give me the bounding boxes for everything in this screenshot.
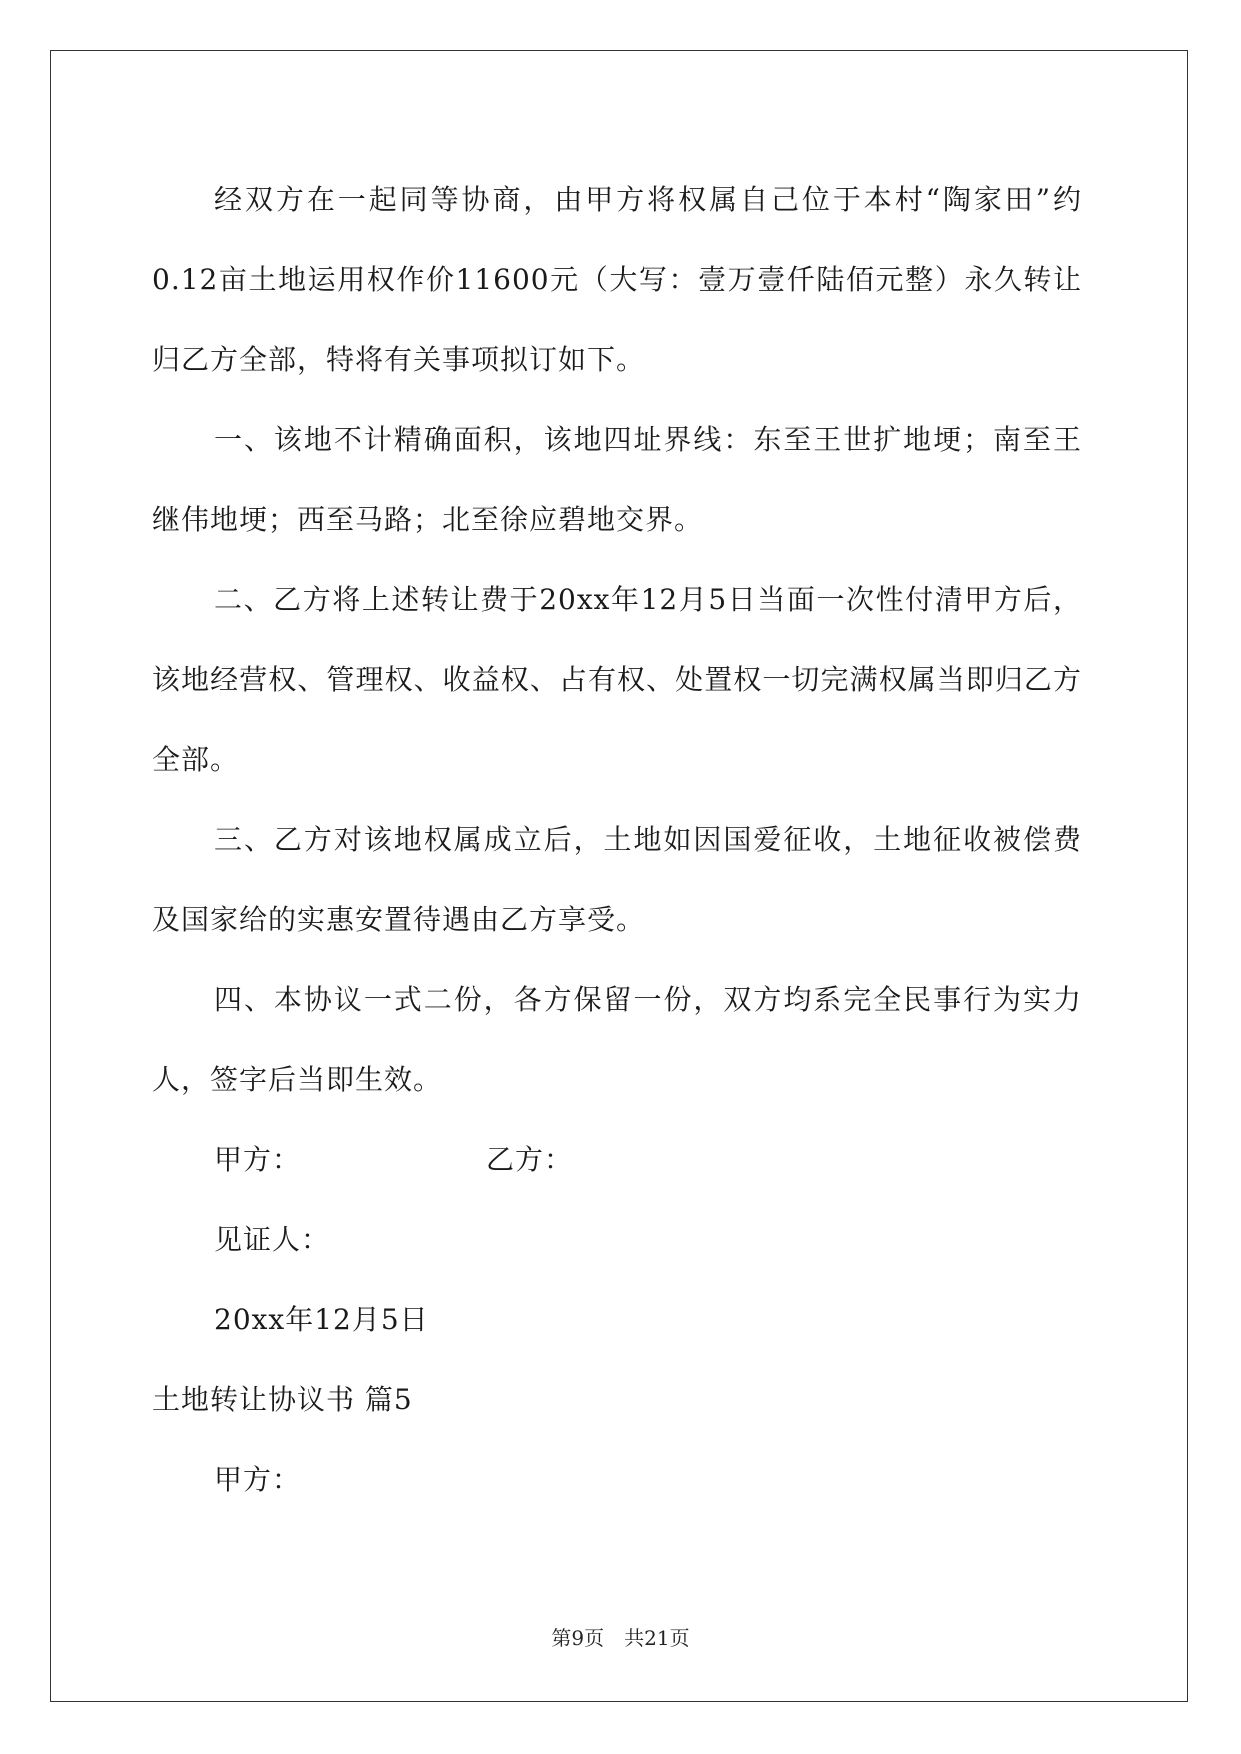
next-section-title: 土地转让协议书 篇5 bbox=[152, 1383, 413, 1416]
page-footer bbox=[0, 1622, 1241, 1651]
document-body bbox=[152, 160, 1082, 1520]
current-page-number: 第9页 bbox=[551, 1626, 605, 1650]
signature-parties-line bbox=[152, 1120, 1082, 1200]
paragraph-clause-3: 三、乙方对该地权属成立后，土地如因国爱征收，土地征收被偿费及国家给的实惠安置待遇由乙方享受。 bbox=[152, 823, 1082, 936]
party-a-label: 甲方： bbox=[214, 1143, 302, 1176]
witness-label: 见证人： bbox=[214, 1223, 331, 1256]
total-pages: 共21页 bbox=[624, 1626, 690, 1650]
paragraph-intro: 经双方在一起同等协商，由甲方将权属自己位于本村“陶家田”约0.12亩土地运用权作价11600元（大写：壹万壹仟陆佰元整）永久转让归乙方全部，特将有关事项拟订如下。 bbox=[152, 183, 1082, 376]
next-section-party-a-label: 甲方： bbox=[214, 1463, 302, 1496]
signature-date: 20xx年12月5日 bbox=[214, 1303, 429, 1336]
paragraph-clause-1: 一、该地不计精确面积，该地四址界线：东至王世扩地埂；南至王继伟地埂；西至马路；北至徐应碧地交界。 bbox=[152, 423, 1082, 536]
paragraph-clause-4: 四、本协议一式二份，各方保留一份，双方均系完全民事行为实力人，签字后当即生效。 bbox=[152, 983, 1082, 1096]
paragraph-clause-2: 二、乙方将上述转让费于20xx年12月5日当面一次性付清甲方后，该地经营权、管理权、收益权、占有权、处置权一切完满权属当即归乙方全部。 bbox=[152, 583, 1082, 776]
party-b-label: 乙方： bbox=[486, 1143, 574, 1176]
